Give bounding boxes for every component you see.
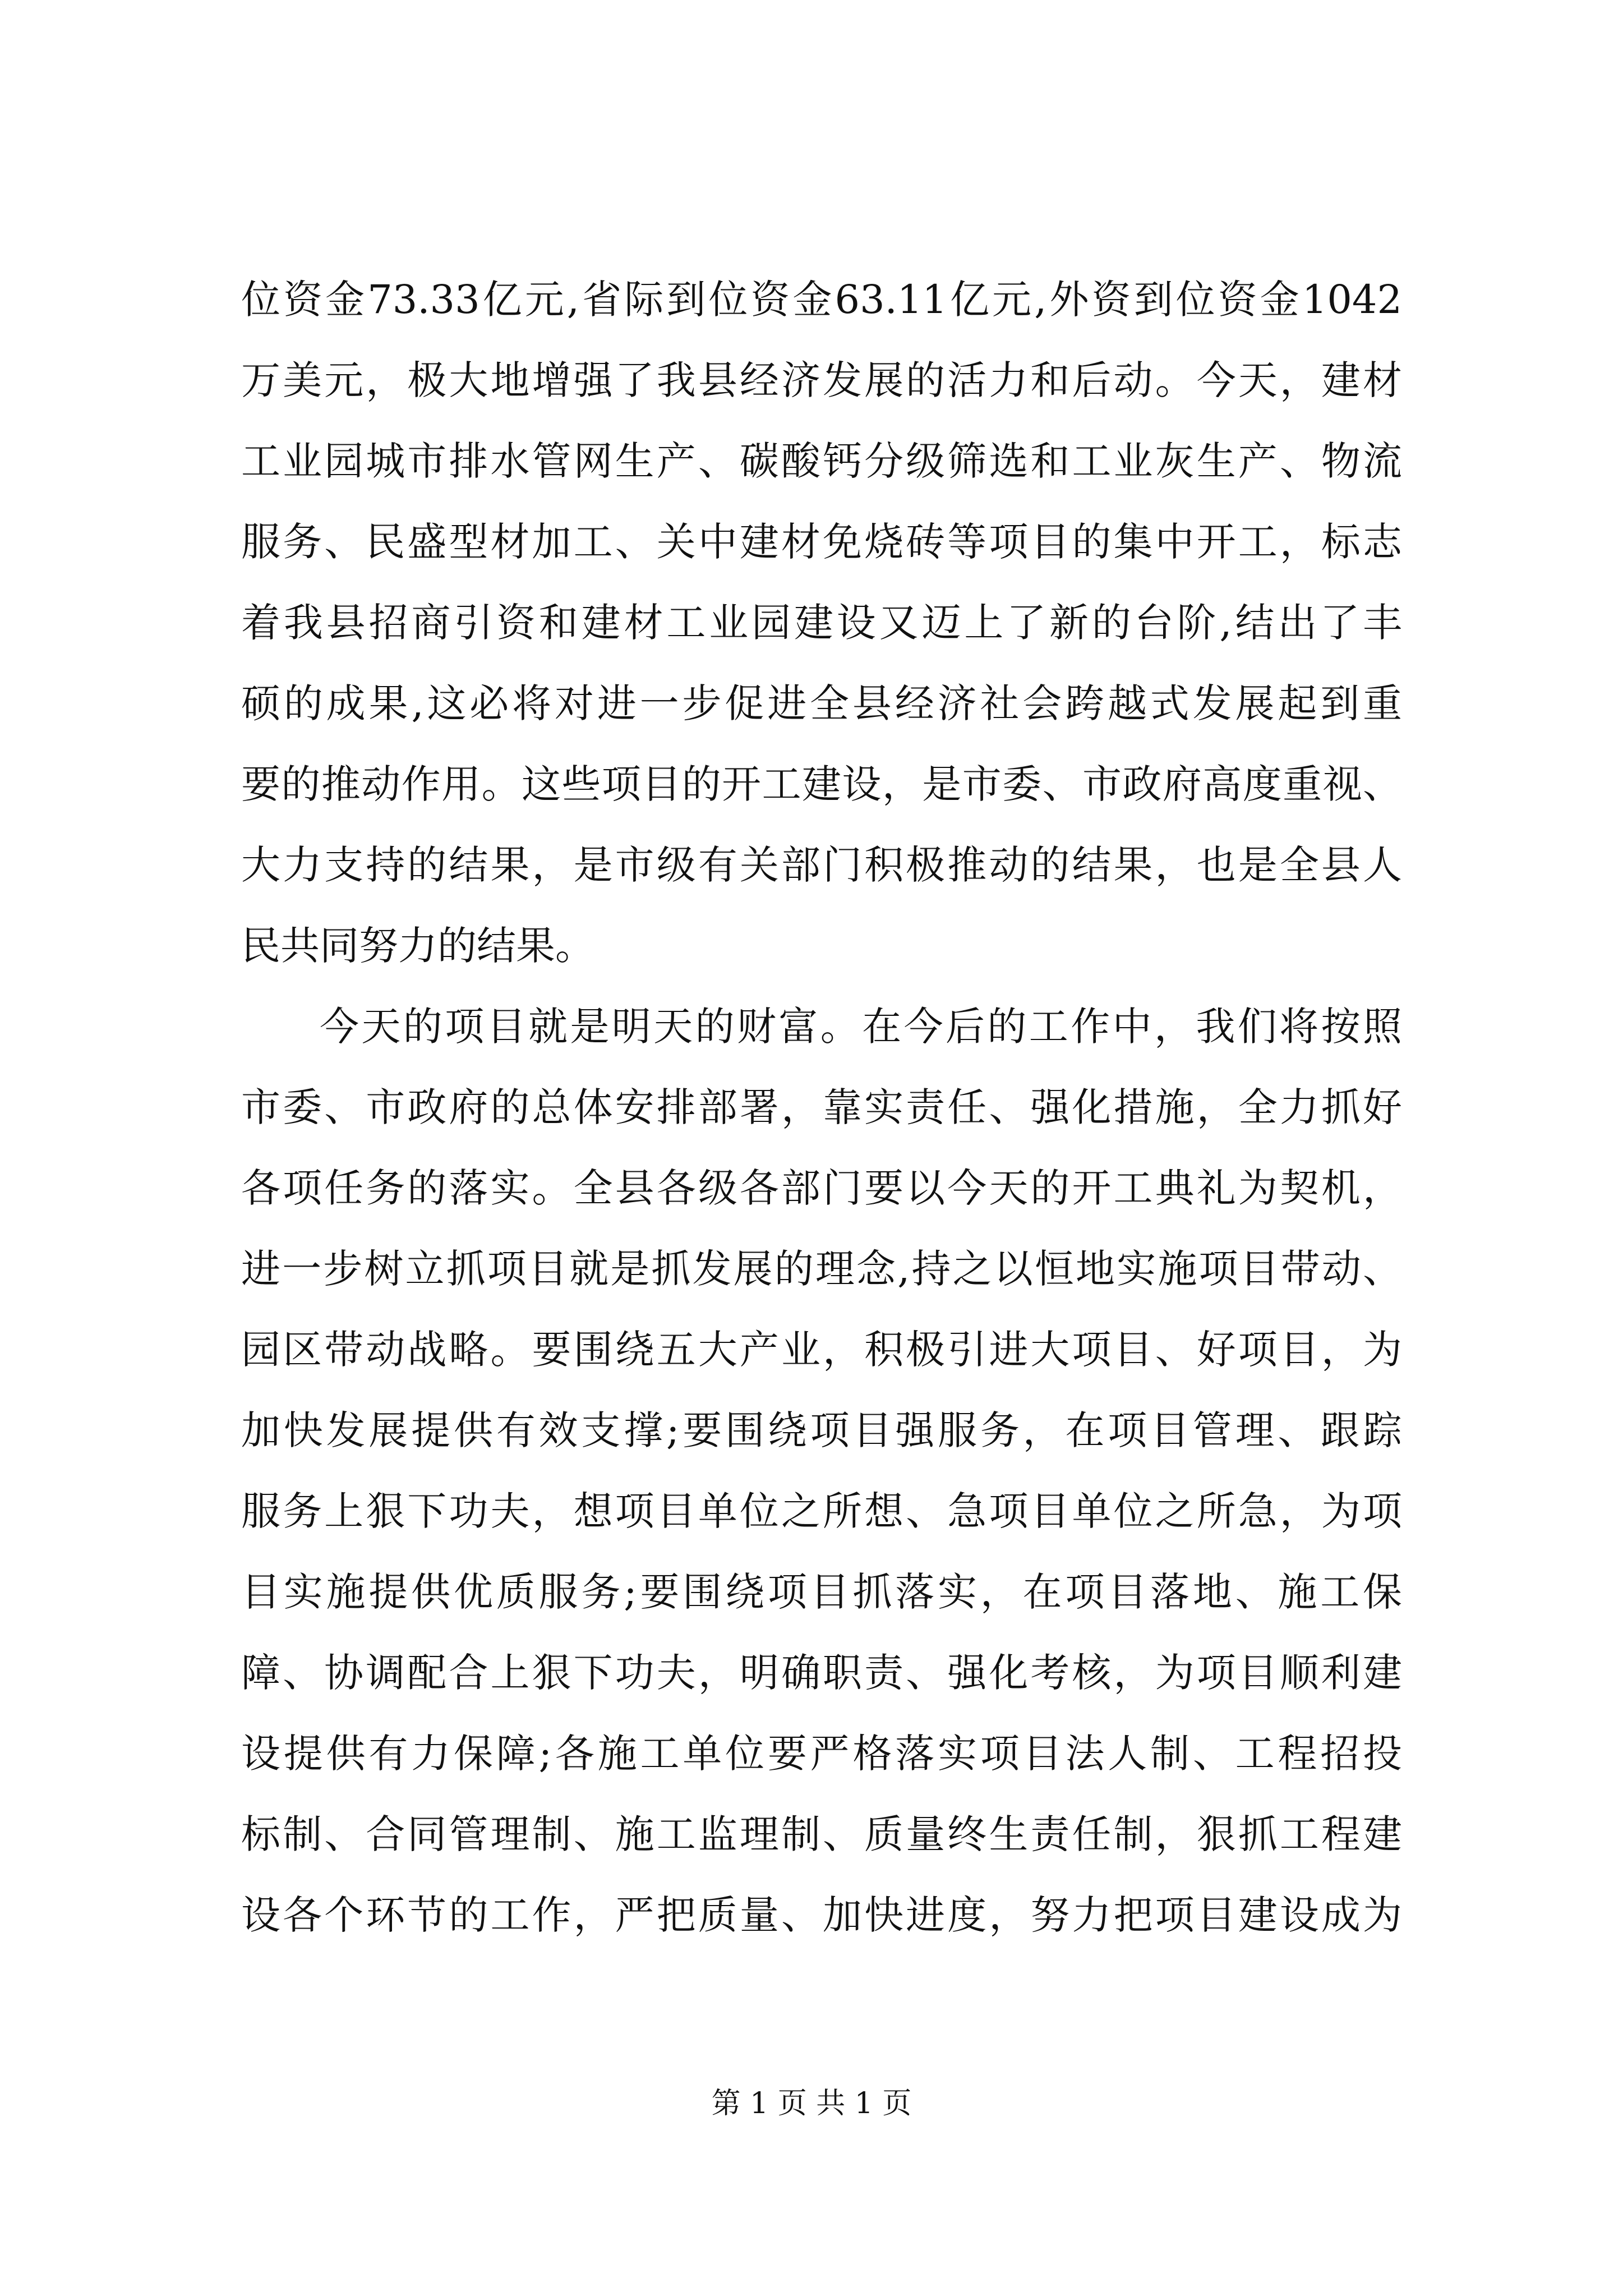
page-footer	[0, 2081, 1623, 2126]
paragraph-1-line-5: 着我县招商引资和建材工业园建设又迈上了新的台阶,结出了丰	[241, 600, 1402, 646]
document-body	[241, 259, 1402, 1955]
paragraph-2-line-7: 服务上狠下功夫，想项目单位之所想、急项目单位之所急，为项	[241, 1488, 1402, 1534]
paragraph-2-line-9: 障、协调配合上狠下功夫，明确职责、强化考核，为项目顺利建	[241, 1650, 1402, 1696]
paragraph-2-line-1: 今天的项目就是明天的财富。在今后的工作中，我们将按照	[320, 1004, 1402, 1050]
paragraph-2-line-6: 加快发展提供有效支撑;要围绕项目强服务，在项目管理、跟踪	[241, 1407, 1402, 1453]
paragraph-1-line-6: 硕的成果,这必将对进一步促进全县经济社会跨越式发展起到重	[241, 680, 1402, 726]
page-number-label: 第 1 页 共 1 页	[711, 2087, 912, 2120]
paragraph-2-line-3: 各项任务的落实。全县各级各部门要以今天的开工典礼为契机，	[241, 1165, 1402, 1211]
paragraph-1-line-8: 大力支持的结果，是市级有关部门积极推动的结果，也是全县人	[241, 842, 1402, 888]
paragraph-2-line-2: 市委、市政府的总体安排部署，靠实责任、强化措施，全力抓好	[241, 1084, 1402, 1130]
paragraph-2-line-11: 标制、合同管理制、施工监理制、质量终生责任制，狠抓工程建	[241, 1811, 1402, 1857]
paragraph-2-line-5: 园区带动战略。要围绕五大产业，积极引进大项目、好项目，为	[241, 1327, 1402, 1373]
paragraph-1-line-2: 万美元，极大地增强了我县经济发展的活力和后动。今天，建材	[241, 357, 1402, 403]
paragraph-1-line-7: 要的推动作用。这些项目的开工建设，是市委、市政府高度重视、	[241, 761, 1402, 807]
paragraph-1-line-9: 民共同努力的结果。	[241, 923, 594, 969]
paragraph-1-line-4: 服务、民盛型材加工、关中建材免烧砖等项目的集中开工，标志	[241, 519, 1402, 565]
paragraph-2-line-8: 目实施提供优质服务;要围绕项目抓落实，在项目落地、施工保	[241, 1569, 1402, 1615]
paragraph-1-line-3: 工业园城市排水管网生产、碳酸钙分级筛选和工业灰生产、物流	[241, 438, 1402, 484]
paragraph-2-line-12: 设各个环节的工作，严把质量、加快进度，努力把项目建设成为	[241, 1892, 1402, 1938]
paragraph-2-line-4: 进一步树立抓项目就是抓发展的理念,持之以恒地实施项目带动、	[241, 1246, 1402, 1292]
paragraph-2-line-10: 设提供有力保障;各施工单位要严格落实项目法人制、工程招投	[241, 1731, 1402, 1777]
paragraph-1-line-1: 位资金73.33亿元,省际到位资金63.11亿元,外资到位资金1042	[241, 277, 1402, 323]
